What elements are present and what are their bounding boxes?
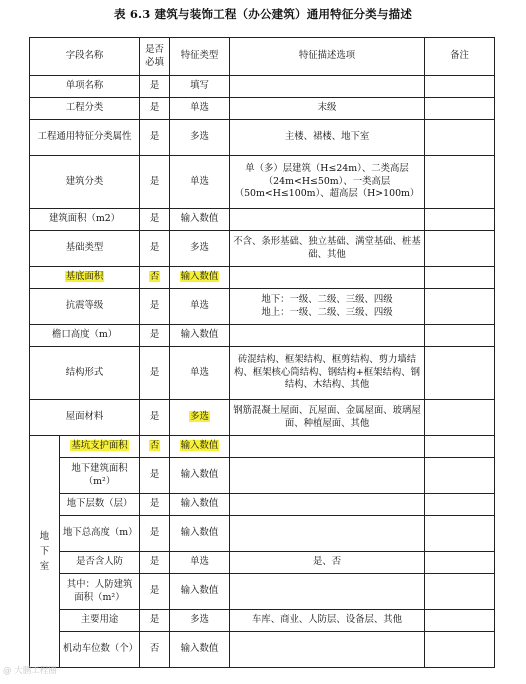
table-caption: 表 6.3 建筑与装饰工程（办公建筑）通用特征分类与描述: [113, 7, 413, 21]
options-cell: [230, 574, 425, 610]
options-cell: [230, 289, 425, 325]
required-cell: 是: [140, 347, 170, 400]
note-cell: [425, 289, 495, 325]
required-cell: 是: [140, 76, 170, 98]
field-name: 建筑分类: [30, 156, 140, 209]
table-row: [30, 516, 495, 552]
options-cell: 车库、商业、人防层、设备层、其他: [230, 610, 425, 632]
field-name: 结构形式: [30, 347, 140, 400]
required-cell: 是: [140, 156, 170, 209]
note-cell: [425, 458, 495, 494]
table-row: [30, 552, 495, 574]
options-cell: [230, 325, 425, 347]
options-cell: [230, 632, 425, 668]
required-cell: 是: [140, 494, 170, 516]
options-cell: [230, 76, 425, 98]
type-cell: 多选: [170, 231, 230, 267]
note-cell: [425, 400, 495, 436]
field-name: 是否含人防: [60, 552, 140, 574]
note-cell: [425, 325, 495, 347]
options-cell: 单（多）层建筑（H≤24m）、二类高层（24m<H≤50m）、一类高层（50m<H≤100m）、超高层（H>100m）: [230, 156, 425, 209]
note-cell: [425, 267, 495, 289]
type-cell: [170, 436, 230, 458]
note-cell: [425, 436, 495, 458]
required-cell: 是: [140, 120, 170, 156]
header-field: 字段名称: [30, 38, 140, 76]
required-cell: 是: [140, 325, 170, 347]
field-name: 檐口高度（m）: [30, 325, 140, 347]
type-cell: 单选: [170, 156, 230, 209]
note-cell: [425, 156, 495, 209]
table-row: [30, 436, 495, 458]
required-cell: 是: [140, 574, 170, 610]
type-cell: 输入数值: [170, 458, 230, 494]
required-cell: 是: [140, 231, 170, 267]
field-name: 抗震等级: [30, 289, 140, 325]
field-name: [30, 267, 140, 289]
type-cell: 多选: [170, 610, 230, 632]
options-cell: 不含、条形基础、独立基础、满堂基础、桩基础、其他: [230, 231, 425, 267]
required-cell: 否: [140, 632, 170, 668]
note-cell: [425, 347, 495, 400]
type-cell: 输入数值: [170, 516, 230, 552]
note-cell: [425, 552, 495, 574]
highlight-mark: 否: [149, 271, 160, 283]
header-note: 备注: [425, 38, 495, 76]
options-cell: 末级: [230, 98, 425, 120]
table-row: [30, 574, 495, 610]
highlight-mark: 否: [149, 440, 160, 452]
options-cell: 是、否: [230, 552, 425, 574]
table-row: [30, 267, 495, 289]
table-row: [30, 347, 495, 400]
table-row: [30, 458, 495, 494]
field-name: 单项名称: [30, 76, 140, 98]
table-row: [30, 494, 495, 516]
type-cell: 输入数值: [170, 325, 230, 347]
options-cell: 主楼、裙楼、地下室: [230, 120, 425, 156]
table-row: [30, 289, 495, 325]
note-cell: [425, 632, 495, 668]
type-cell: 多选: [170, 120, 230, 156]
table-row: [30, 231, 495, 267]
required-cell: [140, 267, 170, 289]
note-cell: [425, 209, 495, 231]
options-cell: [230, 209, 425, 231]
type-cell: 输入数值: [170, 494, 230, 516]
table-row: [30, 325, 495, 347]
type-cell: 输入数值: [170, 632, 230, 668]
type-cell: 输入数值: [170, 574, 230, 610]
field-name: 地下层数（层）: [60, 494, 140, 516]
header-options: 特征描述选项: [230, 38, 425, 76]
highlight-mark: 输入数值: [180, 440, 219, 452]
field-name: 其中：人防建筑面积（m²）: [60, 574, 140, 610]
field-name: 工程通用特征分类属性: [30, 120, 140, 156]
required-cell: 是: [140, 289, 170, 325]
table-row: [30, 400, 495, 436]
table-row: [30, 632, 495, 668]
note-cell: [425, 516, 495, 552]
required-cell: 是: [140, 458, 170, 494]
table-row: [30, 209, 495, 231]
field-name: 屋面材料: [30, 400, 140, 436]
options-cell: [230, 494, 425, 516]
note-cell: [425, 494, 495, 516]
type-cell: 单选: [170, 289, 230, 325]
options-cell: [230, 458, 425, 494]
options-cell: [230, 267, 425, 289]
type-cell: 单选: [170, 98, 230, 120]
options-line: 地上：一级、二级、三级、四级: [261, 306, 393, 318]
watermark: @ 大鹏工程圈: [3, 666, 57, 676]
note-cell: [425, 574, 495, 610]
note-cell: [425, 120, 495, 156]
field-name: 工程分类: [30, 98, 140, 120]
field-name: 建筑面积（m2）: [30, 209, 140, 231]
required-cell: 是: [140, 209, 170, 231]
options-cell: [230, 516, 425, 552]
note-cell: [425, 610, 495, 632]
field-name: 地下建筑面积（m²）: [60, 458, 140, 494]
table-header-row: [30, 38, 495, 76]
type-cell: 单选: [170, 347, 230, 400]
type-cell: 单选: [170, 552, 230, 574]
note-cell: [425, 98, 495, 120]
field-name: 基础类型: [30, 231, 140, 267]
required-cell: 是: [140, 400, 170, 436]
highlight-mark: 输入数值: [180, 271, 219, 283]
required-cell: 是: [140, 516, 170, 552]
highlight-mark: 多选: [190, 411, 209, 423]
required-cell: 是: [140, 552, 170, 574]
required-cell: [140, 436, 170, 458]
basement-group-label: [30, 436, 60, 668]
feature-table: [29, 37, 495, 668]
highlight-mark: 基坑支护面积: [71, 440, 128, 452]
required-cell: 是: [140, 610, 170, 632]
type-cell: 填写: [170, 76, 230, 98]
type-cell: [170, 400, 230, 436]
options-cell: 砖混结构、框架结构、框剪结构、剪力墙结构、框架核心筒结构、钢结构+框架结构、钢结构、木结构、其他: [230, 347, 425, 400]
field-name: [60, 436, 140, 458]
header-feature-type: 特征类型: [170, 38, 230, 76]
field-name: 主要用途: [60, 610, 140, 632]
table-row: [30, 610, 495, 632]
table-row: [30, 76, 495, 98]
table-row: [30, 156, 495, 209]
type-cell: [170, 267, 230, 289]
options-cell: 钢筋混凝土屋面、瓦屋面、金属屋面、玻璃屋面、种植屋面、其他: [230, 400, 425, 436]
basement-group-text: 地下室: [39, 530, 50, 573]
field-name: 地下总高度（m）: [60, 516, 140, 552]
options-line: 地下：一级、二级、三级、四级: [261, 293, 393, 305]
table-row: [30, 98, 495, 120]
table-row: [30, 120, 495, 156]
header-required: 是否必填: [140, 38, 170, 76]
note-cell: [425, 231, 495, 267]
required-cell: 是: [140, 98, 170, 120]
type-cell: 输入数值: [170, 209, 230, 231]
field-name: 机动车位数（个）: [60, 632, 140, 668]
options-cell: [230, 436, 425, 458]
highlight-mark: 基底面积: [65, 271, 104, 283]
note-cell: [425, 76, 495, 98]
